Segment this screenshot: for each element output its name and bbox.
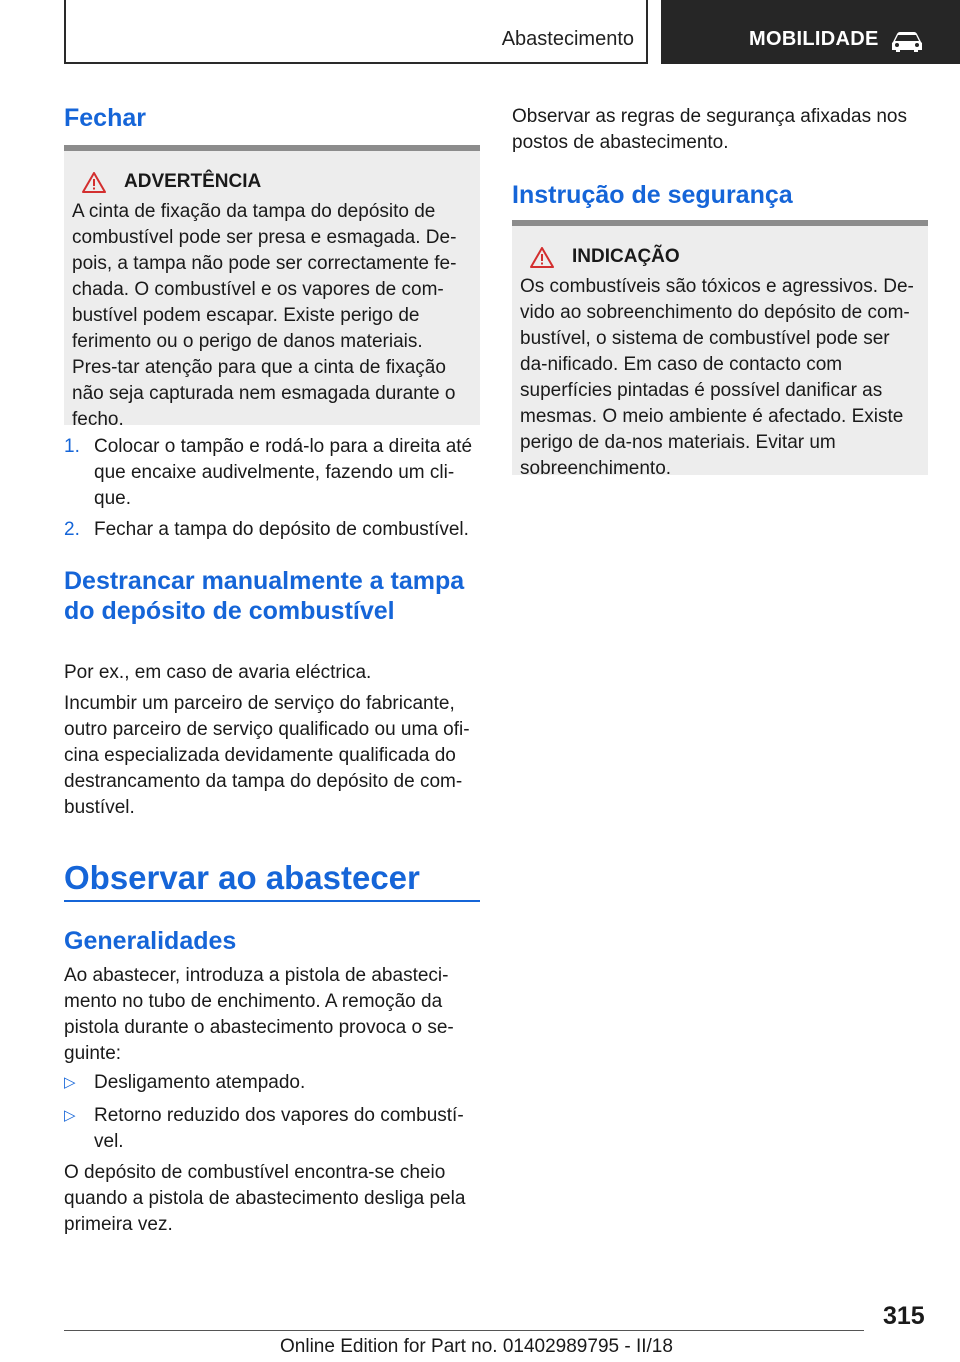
step-number: 1. <box>64 436 80 457</box>
note-text: Os combustíveis são tóxicos e agressivos. De-vido ao sobreenchimento do depósito de com-bustível, o sistema de combustível pode ser da-nificado. Em caso de contacto com superfícies pintadas é possível danificar as mesmas. O meio ambiente é afectado. Existe perigo de da-nos materiais. Evitar um sobreenchimento. <box>520 276 914 479</box>
list-item <box>64 517 480 543</box>
section-title-fechar: Fechar <box>64 104 146 132</box>
warning-triangle-icon <box>530 247 554 268</box>
step-text: Colocar o tampão e rodá-lo para a direita até que encaixe audivelmente, fazendo um cli-que. <box>94 436 473 509</box>
note-box-header <box>530 246 920 268</box>
footer-edition: Online Edition for Part no. 01402989795 - II/18 <box>280 1336 673 1357</box>
bullet-marker: ▷ <box>64 1074 76 1091</box>
warning-box <box>64 151 480 430</box>
page-number: 315 <box>883 1302 925 1330</box>
paragraph: Observar as regras de segurança afixadas nos postos de abastecimento. <box>512 106 907 153</box>
warning-box-header <box>82 171 472 193</box>
list-item <box>64 1103 480 1155</box>
chapter-title-observar: Observar ao abastecer <box>64 859 420 896</box>
step-text: Fechar a tampa do depósito de combustível. <box>94 519 469 540</box>
step-number: 2. <box>64 519 80 540</box>
list-item <box>64 434 480 512</box>
section-title-destrancar: Destrancar manualmente a tampa do depósito de combustível <box>64 567 465 625</box>
header-section-tab <box>64 0 648 64</box>
note-box <box>512 226 928 479</box>
paragraph: O depósito de combustível encontra-se cheio quando a pistola de abastecimento desliga pela primeira vez. <box>64 1162 466 1235</box>
car-icon <box>889 30 925 54</box>
section-title-seguranca: Instrução de segurança <box>512 181 793 209</box>
warning-label: ADVERTÊNCIA <box>124 171 262 192</box>
section-title-generalidades: Generalidades <box>64 927 237 955</box>
bullet-text: Retorno reduzido dos vapores do combustí-vel. <box>94 1105 464 1152</box>
note-label: INDICAÇÃO <box>572 246 680 267</box>
warning-triangle-icon <box>82 172 106 193</box>
paragraph: Incumbir um parceiro de serviço do fabricante, outro parceiro de serviço qualificado ou uma ofi-cina especializada devidamente qualificada do destrancamento da tampa do depósito de com-bustível. <box>64 693 470 818</box>
header-chapter-tab <box>661 0 960 64</box>
chapter-title-rule <box>64 900 480 902</box>
warning-text: A cinta de fixação da tampa do depósito de combustível pode ser presa e esmagada. De-pois, a tampa não pode ser correctamente fe-chada. O combustível e os vapores de com-bustível podem escapar. Existe perigo de ferimento ou o perigo de danos materiais. Pres-tar atenção para que a cinta de fixação não seja capturada nem esmagada durante o fecho. <box>72 201 457 430</box>
paragraph: Por ex., em caso de avaria eléctrica. <box>64 662 372 683</box>
header-section-title: Abastecimento <box>501 28 634 50</box>
bullet-text: Desligamento atempado. <box>94 1072 306 1093</box>
header-chapter-title: MOBILIDADE <box>749 28 879 50</box>
list-item <box>64 1070 480 1096</box>
paragraph: Ao abastecer, introduza a pistola de abasteci-mento no tubo de enchimento. A remoção da pistola durante o abastecimento provoca o se-guinte: <box>64 965 454 1064</box>
footer-rule <box>64 1330 864 1331</box>
bullet-marker: ▷ <box>64 1107 76 1124</box>
